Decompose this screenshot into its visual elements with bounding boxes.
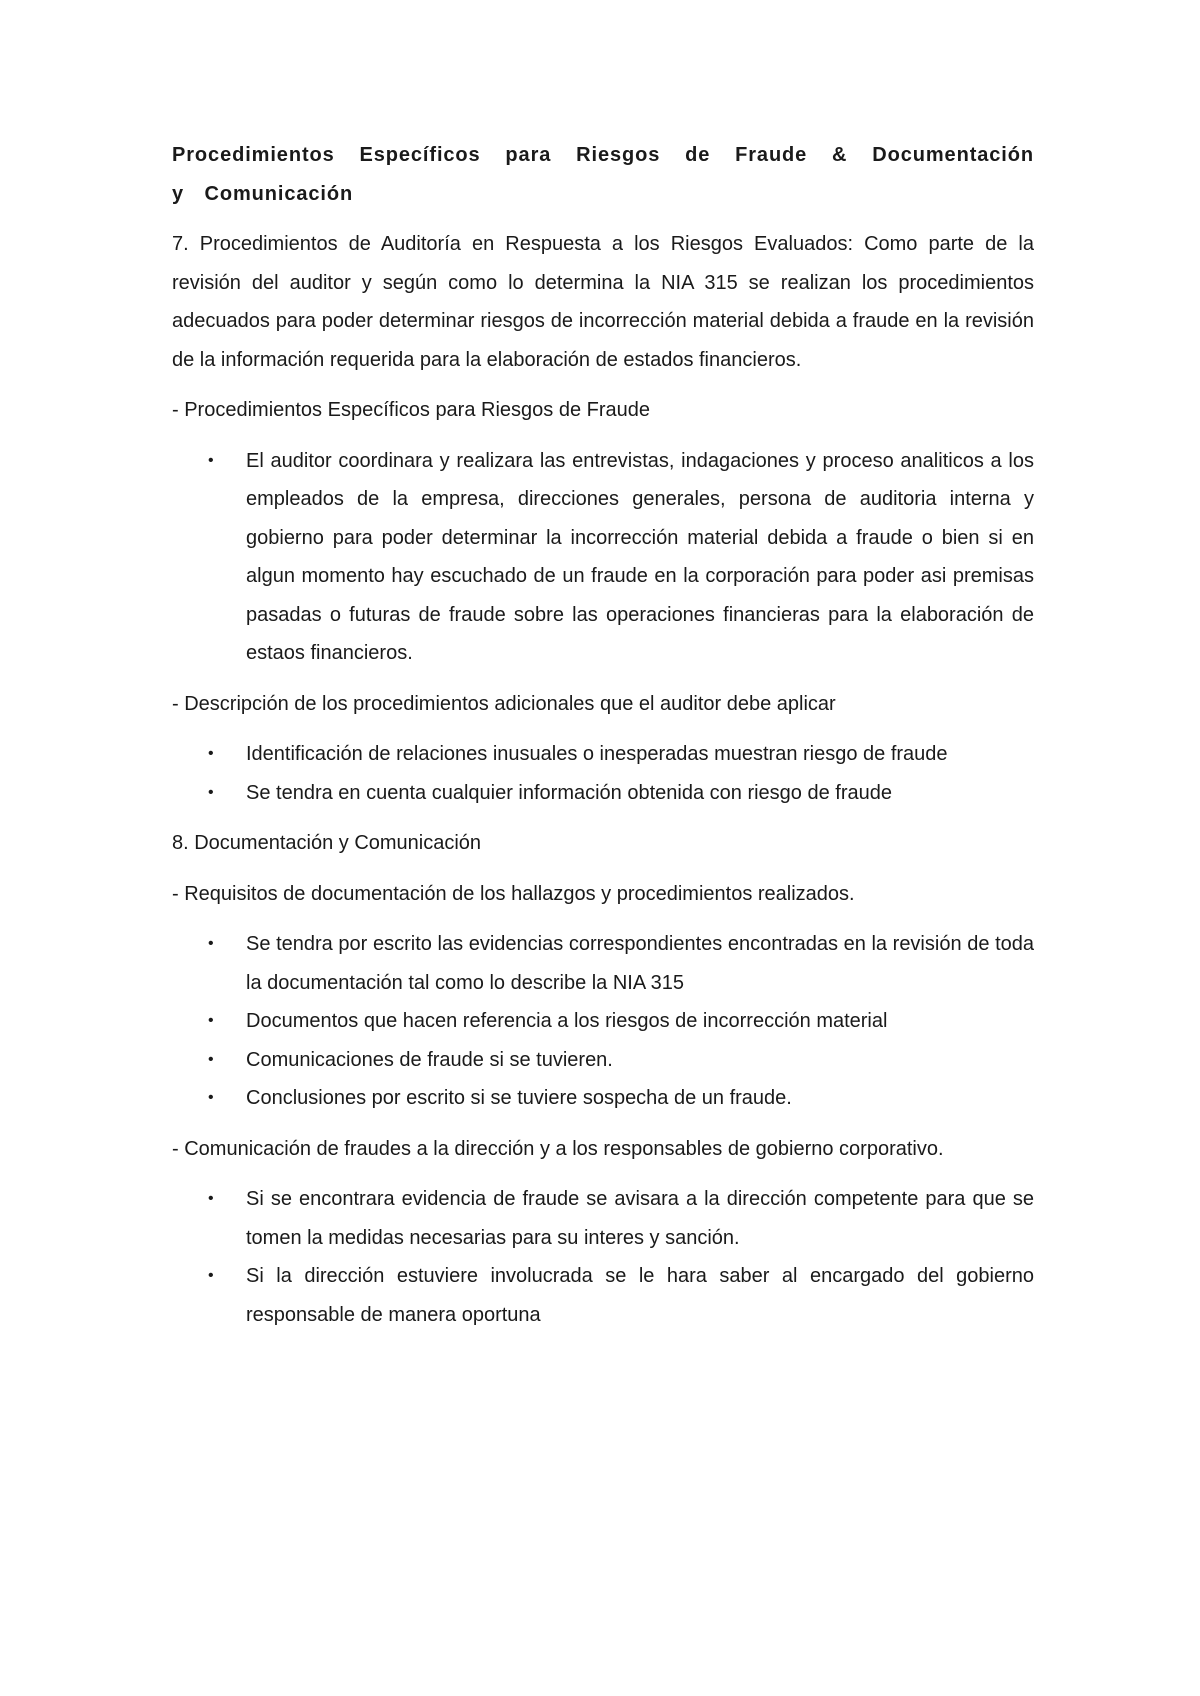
fraud-communication-heading: - Comunicación de fraudes a la dirección y a los responsables de gobierno corporativo. xyxy=(172,1137,944,1160)
list-item-text: Documentos que hacen referencia a los riesgos de incorrección material xyxy=(246,1010,888,1032)
list-item-text: Se tendra en cuenta cualquier información obtenida con riesgo de fraude xyxy=(246,781,892,804)
bullet-icon: • xyxy=(208,1267,214,1284)
list-item-text: Conclusiones por escrito si se tuviere sospecha de un fraude. xyxy=(246,1087,792,1109)
section-7-paragraph: 7. Procedimientos de Auditoría en Respuesta a los Riesgos Evaluados: Como parte de la revisión del auditor y según como lo determina la NIA 315 se realizan los procedimientos adecuados para poder determinar riesgos de incorrección material debida a fraude en la revisión de la información requerida para la elaboración de estados financieros. xyxy=(172,233,1034,371)
bullet-icon: • xyxy=(208,451,214,469)
bullet-icon: • xyxy=(208,1050,214,1068)
list-item-text: Si se encontrara evidencia de fraude se avisara a la dirección competente para que se tomen la medidas necesarias para su interes y sanción. xyxy=(246,1188,1034,1249)
bullet-icon: • xyxy=(208,1190,214,1207)
list-item xyxy=(172,1257,1034,1334)
documentation-requirements-list xyxy=(172,925,1034,1118)
list-item xyxy=(172,442,1034,673)
list-item-text: Identificación de relaciones inusuales o inesperadas muestran riesgo de fraude xyxy=(246,743,948,765)
specific-procedures-heading: - Procedimientos Específicos para Riesgos de Fraude xyxy=(172,399,651,421)
document-page xyxy=(172,136,1034,1346)
additional-procedures-list xyxy=(172,735,1034,812)
list-item-text: Si la dirección estuviere involucrada se le hara saber al encargado del gobierno responsable de manera oportuna xyxy=(246,1265,1034,1326)
list-item-text: Se tendra por escrito las evidencias correspondientes encontradas en la revisión de toda la documentación tal como lo describe la NIA 315 xyxy=(246,933,1034,994)
documentation-requirements-heading: - Requisitos de documentación de los hallazgos y procedimientos realizados. xyxy=(172,882,855,905)
list-item xyxy=(172,735,1034,774)
bullet-icon: • xyxy=(208,1089,214,1106)
list-item xyxy=(172,1002,1034,1041)
list-item-text: El auditor coordinara y realizara las entrevistas, indagaciones y proceso analiticos a los empleados de la empresa, direcciones generales, persona de auditoria interna y gobierno para poder determinar la incorrección material debida a fraude o bien si en algun momento hay escuchado de un fraude en la corporación para poder asi premisas pasadas o futuras de fraude sobre las operaciones financieras para la elaboración de estaos financieros. xyxy=(246,449,1034,664)
fraud-communication-list xyxy=(172,1180,1034,1334)
bullet-icon: • xyxy=(208,783,214,801)
list-item xyxy=(172,1079,1034,1118)
bullet-icon: • xyxy=(208,935,214,952)
additional-procedures-heading: - Descripción de los procedimientos adicionales que el auditor debe aplicar xyxy=(172,692,836,715)
bullet-icon: • xyxy=(208,745,214,762)
list-item xyxy=(172,1180,1034,1257)
list-item xyxy=(172,1041,1034,1080)
document-title: Procedimientos Específicos para Riesgos de Fraude & Documentación y Comunicación xyxy=(172,144,1034,205)
list-item-text: Comunicaciones de fraude si se tuvieren. xyxy=(246,1048,613,1071)
bullet-icon: • xyxy=(208,1012,214,1029)
section-8-heading: 8. Documentación y Comunicación xyxy=(172,832,482,854)
list-item xyxy=(172,774,1034,813)
specific-procedures-list xyxy=(172,442,1034,673)
list-item xyxy=(172,925,1034,1002)
